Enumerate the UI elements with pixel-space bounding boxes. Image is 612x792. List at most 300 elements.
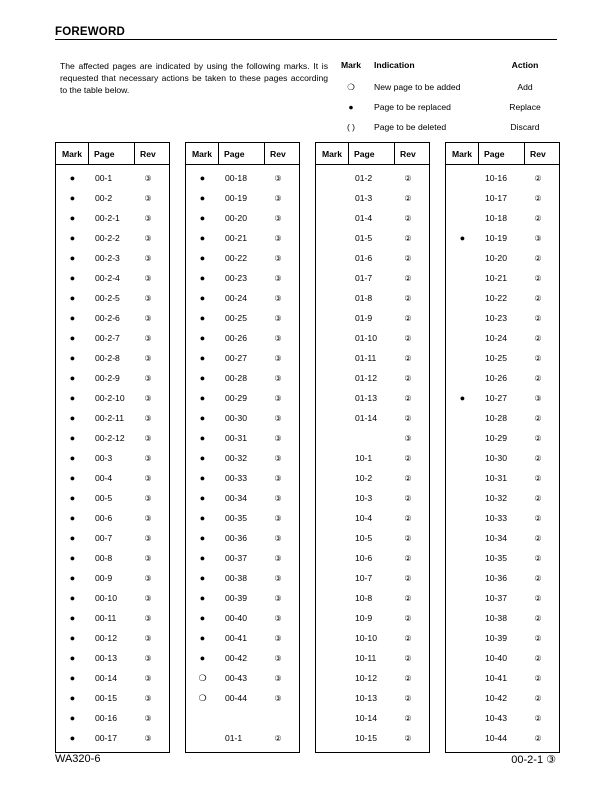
cell-rev: ③ [404,433,412,443]
table-row [446,248,559,268]
cell-rev: ③ [274,413,282,423]
column-header-mark: Mark [56,143,89,164]
cell-rev: ② [404,233,412,243]
cell-rev: ② [534,493,542,503]
cell-page: 00-14 [95,673,117,683]
cell-page: 00-9 [95,573,113,583]
mark-icon: ● [69,593,76,603]
cell-page: 00-15 [95,693,117,703]
cell-page: 10-10 [355,633,377,643]
cell-rev: ③ [274,473,282,483]
cell-page: 00-29 [225,393,247,403]
cell-page: 01-14 [355,413,377,423]
column-header-mark: Mark [316,143,349,164]
mark-icon: ● [199,313,206,323]
table-row [56,648,169,668]
table-header-row [316,143,429,165]
cell-rev: ② [404,673,412,683]
cell-page: 00-40 [225,613,247,623]
table-row [316,668,429,688]
cell-rev: ③ [274,693,282,703]
cell-rev: ② [404,333,412,343]
table-row [56,188,169,208]
table-row [446,488,559,508]
cell-rev: ② [534,273,542,283]
cell-page: 01-3 [355,193,373,203]
cell-rev: ③ [274,433,282,443]
mark-icon: ● [69,473,76,483]
column-header-page: Page [349,143,395,164]
cell-rev: ② [534,313,542,323]
cell-page: 00-2-5 [95,293,120,303]
legend-table [336,58,558,137]
mark-icon: ● [199,333,206,343]
table-row [446,448,559,468]
cell-rev: ② [404,353,412,363]
cell-page: 00-35 [225,513,247,523]
cell-rev: ② [534,473,542,483]
header-rule [55,39,557,40]
table-row [186,368,299,388]
table-row [186,288,299,308]
cell-page: 00-10 [95,593,117,603]
cell-rev: ② [404,413,412,423]
cell-rev: ③ [144,553,152,563]
cell-rev: ③ [274,193,282,203]
cell-page: 00-23 [225,273,247,283]
cell-rev: ② [534,553,542,563]
table-row [186,688,299,708]
revision-table-1 [55,142,170,753]
cell-rev: ② [404,173,412,183]
cell-page: 01-8 [355,293,373,303]
cell-page: 10-14 [355,713,377,723]
table-row [56,428,169,448]
revision-table-3 [315,142,430,753]
cell-rev: ③ [274,173,282,183]
column-header-page: Page [89,143,135,164]
table-row [316,408,429,428]
table-row [446,228,559,248]
table-row [316,268,429,288]
cell-page: 00-25 [225,313,247,323]
cell-page: 00-28 [225,373,247,383]
table-row [316,188,429,208]
cell-rev: ② [534,733,542,743]
cell-rev: ③ [144,573,152,583]
mark-icon: ● [69,453,76,463]
intro-paragraph: The affected pages are indicated by using the following marks. It is requested that necessary actions be taken to these pages according to the table below. [60,61,328,95]
mark-icon: ● [69,733,76,743]
table-header-row [186,143,299,165]
cell-rev: ② [404,633,412,643]
table-row [56,308,169,328]
mark-icon: ● [199,613,206,623]
table-row [446,168,559,188]
table-row [186,348,299,368]
cell-rev: ③ [274,493,282,503]
table-row [446,268,559,288]
cell-rev: ③ [534,233,542,243]
footer-page-number: 00-2-1 ③ [511,754,556,766]
cell-page: 01-10 [355,333,377,343]
cell-page: 10-13 [355,693,377,703]
cell-page: 10-28 [485,413,507,423]
table-row [316,568,429,588]
cell-rev: ② [404,553,412,563]
mark-icon: ● [69,553,76,563]
table-row [316,208,429,228]
mark-icon: ● [199,293,206,303]
cell-rev: ③ [144,193,152,203]
cell-page: 00-30 [225,413,247,423]
cell-rev: ③ [274,213,282,223]
table-row [56,448,169,468]
cell-page: 00-2-11 [95,413,124,423]
cell-page: 00-2-6 [95,313,120,323]
cell-rev: ② [534,413,542,423]
mark-icon: ❍ [198,692,207,703]
cell-page: 00-2 [95,193,113,203]
table-row [446,208,559,228]
cell-rev: ③ [274,633,282,643]
table-row [186,188,299,208]
cell-rev: ③ [144,633,152,643]
cell-page: 10-25 [485,353,507,363]
cell-page: 00-13 [95,653,117,663]
cell-rev: ③ [144,733,152,743]
cell-page: 00-27 [225,353,247,363]
table-row [186,408,299,428]
table-row [56,268,169,288]
cell-page: 10-16 [485,173,507,183]
table-row [56,488,169,508]
cell-page: 10-26 [485,373,507,383]
cell-rev: ③ [144,533,152,543]
cell-page: 10-7 [355,573,373,583]
cell-page: 00-24 [225,293,247,303]
cell-page: 00-16 [95,713,117,723]
table-row [316,508,429,528]
table-row [56,568,169,588]
cell-page: 10-30 [485,453,507,463]
cell-page: 00-2-12 [95,433,125,443]
cell-page: 00-44 [225,693,247,703]
cell-page: 10-38 [485,613,507,623]
table-row [186,568,299,588]
cell-page: 00-31 [225,433,247,443]
table-row [56,328,169,348]
legend-action: Add [517,82,533,92]
cell-rev: ② [534,373,542,383]
cell-rev: ③ [144,233,152,243]
mark-icon: ● [199,253,206,263]
cell-rev: ② [534,173,542,183]
table-row [186,668,299,688]
cell-page: 01-12 [355,373,377,383]
cell-page: 10-2 [355,473,373,483]
table-row [186,168,299,188]
legend-indication: New page to be added [374,82,461,92]
cell-rev: ③ [144,213,152,223]
cell-rev: ③ [274,573,282,583]
table-row [316,448,429,468]
cell-page: 00-43 [225,673,247,683]
cell-rev: ③ [274,393,282,403]
cell-rev: ② [404,613,412,623]
cell-page: 00-22 [225,253,247,263]
cell-page: 00-3 [95,453,113,463]
cell-rev: ② [404,573,412,583]
table-row [56,168,169,188]
table-row [56,248,169,268]
mark-icon: ● [199,233,206,243]
mark-icon: ● [199,413,206,423]
table-row [56,668,169,688]
mark-icon: ● [69,693,76,703]
legend-header-indication: Indication [374,60,415,70]
cell-rev: ② [404,713,412,723]
legend-indication: Page to be deleted [374,122,447,132]
cell-page: 00-1 [95,173,113,183]
page-title: FOREWORD [55,26,125,38]
mark-icon: ● [69,213,76,223]
cell-rev: ② [534,433,542,443]
table-row [316,708,429,728]
cell-rev: ③ [144,173,152,183]
table-row [316,228,429,248]
cell-rev: ② [404,453,412,463]
column-header-mark: Mark [446,143,479,164]
table-row [186,728,299,748]
table-row [56,388,169,408]
table-row [446,428,559,448]
cell-rev: ② [404,493,412,503]
cell-rev: ② [404,373,412,383]
mark-icon: ● [199,353,206,363]
cell-page: 00-2-1 [95,213,120,223]
column-header-page: Page [479,143,525,164]
table-row [446,348,559,368]
cell-page: 10-36 [485,573,507,583]
cell-page: 00-17 [95,733,117,743]
cell-rev: ③ [144,673,152,683]
cell-rev: ② [534,713,542,723]
table-row [56,608,169,628]
mark-icon: ● [69,673,76,683]
table-row [446,408,559,428]
table-row [186,468,299,488]
mark-icon: ● [69,253,76,263]
table-row [186,328,299,348]
column-header-rev: Rev [400,148,416,159]
cell-rev: ③ [274,273,282,283]
cell-page: 10-41 [485,673,507,683]
mark-icon: ● [69,433,76,443]
cell-rev: ② [534,353,542,363]
cell-page: 00-2-3 [95,253,120,263]
table-row [56,208,169,228]
cell-page: 10-24 [485,333,507,343]
table-row [446,688,559,708]
column-header-rev: Rev [530,148,546,159]
table-row [446,628,559,648]
cell-rev: ③ [274,333,282,343]
table-row [186,648,299,668]
table-row [316,648,429,668]
cell-rev: ③ [274,653,282,663]
legend-header-mark: Mark [340,60,362,70]
mark-icon: ● [199,573,206,583]
cell-rev: ② [534,333,542,343]
table-row [446,468,559,488]
cell-rev: ② [534,533,542,543]
mark-icon: ● [69,353,76,363]
table-row [186,488,299,508]
cell-page: 10-6 [355,553,373,563]
cell-page: 00-34 [225,493,247,503]
mark-icon: ● [69,173,76,183]
cell-page: 00-21 [225,233,247,243]
cell-page: 00-2-8 [95,353,120,363]
cell-page: 01-4 [355,213,373,223]
cell-rev: ② [534,193,542,203]
cell-page: 10-44 [485,733,507,743]
cell-page: 10-27 [485,393,507,403]
mark-icon: ● [69,613,76,623]
cell-page: 10-17 [485,193,507,203]
mark-icon: ● [199,273,206,283]
cell-rev: ③ [144,353,152,363]
cell-rev: ② [404,193,412,203]
cell-rev: ② [404,293,412,303]
mark-icon: ● [459,233,466,243]
column-header-rev: Rev [140,148,156,159]
cell-rev: ③ [274,373,282,383]
cell-page: 00-37 [225,553,247,563]
cell-page: 01-6 [355,253,373,263]
cell-rev: ③ [144,273,152,283]
cell-rev: ③ [144,293,152,303]
table-row [316,608,429,628]
table-row [316,688,429,708]
table-row [56,688,169,708]
cell-rev: ② [404,653,412,663]
table-row [56,228,169,248]
mark-icon: ● [69,653,76,663]
cell-page: 01-13 [355,393,377,403]
cell-rev: ③ [144,313,152,323]
cell-rev: ③ [274,233,282,243]
cell-rev: ③ [144,513,152,523]
cell-page: 00-19 [225,193,247,203]
cell-rev: ③ [274,533,282,543]
cell-page: 00-38 [225,573,247,583]
cell-rev: ③ [144,453,152,463]
mark-icon: ● [69,633,76,643]
cell-rev: ③ [144,433,152,443]
cell-rev: ② [534,213,542,223]
cell-rev: ② [534,613,542,623]
cell-page: 10-23 [485,313,507,323]
table-row [56,288,169,308]
cell-rev: ② [274,733,282,743]
table-row [446,608,559,628]
table-row [316,588,429,608]
cell-page: 10-21 [485,273,507,283]
table-row [56,468,169,488]
table-row [186,208,299,228]
cell-page: 00-18 [225,173,247,183]
table-row [56,728,169,748]
cell-rev: ② [534,633,542,643]
column-header-page: Page [219,143,265,164]
table-row [316,308,429,328]
cell-page: 00-20 [225,213,247,223]
mark-icon: ● [69,513,76,523]
cell-page: 10-32 [485,493,507,503]
mark-icon: ● [69,533,76,543]
mark-icon: ● [199,393,206,403]
cell-rev: ③ [274,593,282,603]
cell-rev: ② [404,253,412,263]
table-row [56,348,169,368]
mark-icon: ● [199,453,206,463]
cell-page: 10-43 [485,713,507,723]
cell-page: 00-2-7 [95,333,120,343]
table-row [56,508,169,528]
cell-page: 00-26 [225,333,247,343]
table-row [316,288,429,308]
table-row [316,388,429,408]
cell-page: 10-8 [355,593,373,603]
table-row [186,528,299,548]
cell-rev: ② [534,253,542,263]
table-row [446,548,559,568]
table-row [446,368,559,388]
cell-page: 10-18 [485,213,507,223]
cell-rev: ② [534,593,542,603]
table-row [446,708,559,728]
cell-rev: ② [404,473,412,483]
mark-icon: ● [199,553,206,563]
legend-row-add [336,77,558,97]
cell-page: 10-37 [485,593,507,603]
table-row [316,348,429,368]
table-row [446,568,559,588]
mark-icon: ● [199,213,206,223]
table-row [56,528,169,548]
cell-page: 10-34 [485,533,507,543]
cell-rev: ③ [144,253,152,263]
cell-page: 10-5 [355,533,373,543]
mark-icon: ● [69,713,76,723]
mark-icon: ● [199,473,206,483]
cell-rev: ③ [534,393,542,403]
cell-rev: ③ [274,313,282,323]
mark-icon: ● [199,373,206,383]
cell-rev: ② [534,453,542,463]
table-row [186,388,299,408]
table-row [316,248,429,268]
legend-row-replace [336,97,558,117]
mark-icon: ● [69,393,76,403]
cell-rev: ③ [144,613,152,623]
cell-rev: ② [404,393,412,403]
mark-icon: ● [459,393,466,403]
mark-icon: ❍ [198,672,207,683]
table-row [446,388,559,408]
